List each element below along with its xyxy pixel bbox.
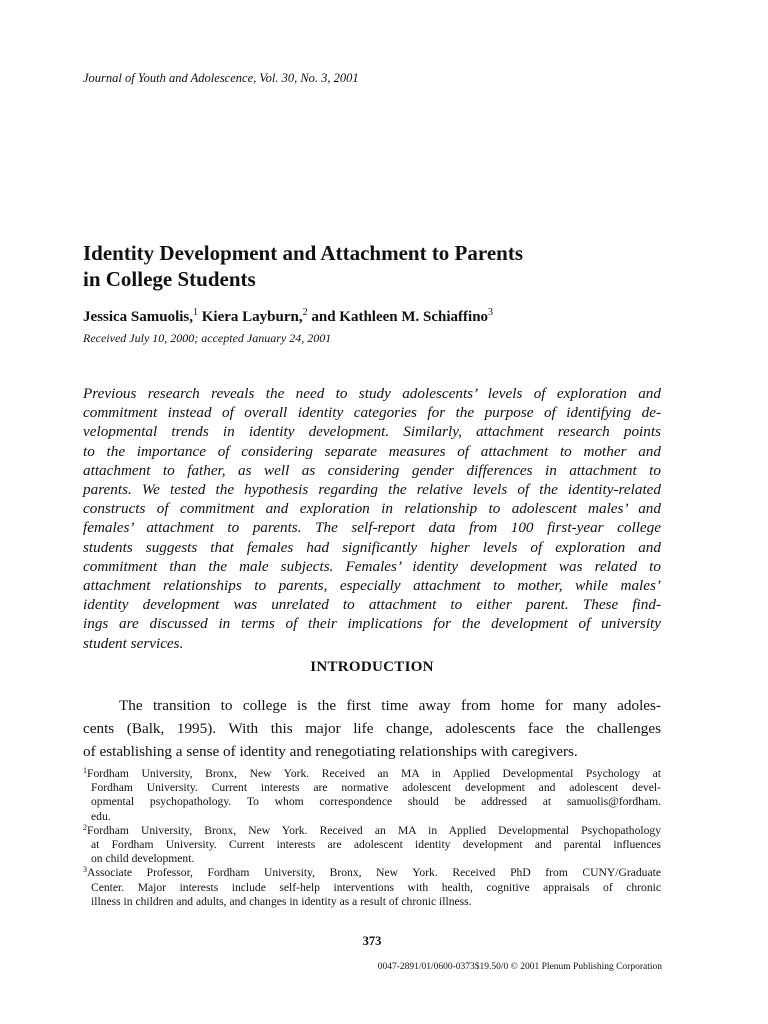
- abstract-line: Previous research reveals the need to study adolescents’ levels of exploration and: [83, 385, 661, 402]
- footnote-line: [83, 767, 661, 781]
- footnote-text: Fordham University, Bronx, New York. Received an MA in Applied Developmental Psychopathology: [87, 823, 661, 837]
- abstract: [83, 384, 661, 653]
- abstract-line: student services.: [83, 634, 184, 652]
- footnote-line: opmental psychopathology. To whom correspondence should be addressed at samuolis@fordham.: [91, 795, 661, 809]
- abstract-line: attachment to father, as well as considering gender differences in attachment to: [83, 461, 661, 479]
- footnote-mark: 3: [83, 865, 87, 875]
- author-name: Kiera Layburn,: [198, 309, 303, 325]
- journal-citation: Journal of Youth and Adolescence, Vol. 30, No. 3, 2001: [83, 71, 359, 85]
- copyright-line: 0047-2891/01/0600-0373$19.50/0 © 2001 Plenum Publishing Corporation: [377, 962, 662, 972]
- section-heading: INTRODUCTION: [310, 659, 434, 675]
- abstract-line: velopmental trends in identity development. Similarly, attachment research points: [83, 423, 661, 441]
- footnote-line: at Fordham University. Current interests are adolescent identity development and parental influences: [91, 838, 661, 852]
- footnote-mark: 2: [83, 822, 87, 832]
- footnote-line: illness in children and adults, and changes in identity as a result of chronic illness.: [91, 894, 472, 908]
- page-number: 373: [362, 934, 382, 948]
- title-line: Identity Development and Attachment to Parents: [83, 241, 523, 265]
- author-affiliation-mark: 2: [302, 307, 308, 318]
- received-dates: Received July 10, 2000; accepted January 24, 2001: [83, 331, 332, 345]
- body-line: of establishing a sense of identity and renegotiating relationships with caregivers.: [83, 743, 578, 760]
- abstract-line: attachment relationships to parents, especially attachment to mother, while males’: [83, 577, 661, 595]
- footnote-text: Associate Professor, Fordham University, Bronx, New York. Received PhD from CUNY/Graduate: [87, 866, 661, 880]
- body-line: The transition to college is the first time away from home for many adoles-: [119, 697, 661, 714]
- author-affiliation-mark: 3: [488, 307, 494, 318]
- footnote: [83, 767, 661, 824]
- author-name: and Kathleen M. Schiaffino: [307, 309, 489, 325]
- footnotes: [83, 767, 661, 909]
- author-list: [83, 309, 493, 326]
- footnote-line: [83, 824, 661, 838]
- abstract-line: commitment than the male subjects. Females’ identity development was related to: [83, 557, 661, 575]
- footnote-text: Fordham University, Bronx, New York. Received an MA in Applied Developmental Psychology at: [87, 767, 661, 780]
- author-name: Jessica Samuolis,: [83, 309, 194, 325]
- footnote-line: Fordham University. Current interests are normative adolescent development and adolescent devel-: [91, 781, 661, 795]
- footnote-line: Center. Major interests include self-help interventions with health, cognitive appraisals of chronic: [91, 880, 661, 894]
- title-line: in College Students: [83, 267, 256, 291]
- body-line: cents (Balk, 1995). With this major life change, adolescents face the challenges: [83, 720, 661, 737]
- footnote-line: [83, 866, 661, 880]
- abstract-line: identity development was unrelated to attachment to either parent. These find-: [83, 596, 661, 614]
- introduction-paragraph: [83, 694, 661, 763]
- article-title: [83, 240, 683, 292]
- footnote: [83, 866, 661, 909]
- abstract-line: commitment instead of overall identity categories for the purpose of identifying de-: [83, 404, 661, 422]
- author-affiliation-mark: 1: [193, 307, 199, 318]
- abstract-line: constructs of commitment and exploration in relationship to adolescent males’ and: [83, 500, 661, 518]
- footnote: [83, 824, 661, 867]
- footnote-mark: 1: [83, 766, 87, 775]
- abstract-line: females’ attachment to parents. The self-report data from 100 first-year college: [83, 519, 661, 537]
- footnote-line: on child development.: [91, 852, 195, 866]
- abstract-line: ings are discussed in terms of their implications for the development of university: [83, 615, 661, 633]
- footnote-line: edu.: [91, 809, 111, 823]
- abstract-line: to the importance of considering separate measures of attachment to mother and: [83, 442, 661, 460]
- abstract-line: parents. We tested the hypothesis regarding the relative levels of the identity-related: [83, 481, 661, 499]
- abstract-line: students suggests that females had significantly higher levels of exploration and: [83, 538, 661, 556]
